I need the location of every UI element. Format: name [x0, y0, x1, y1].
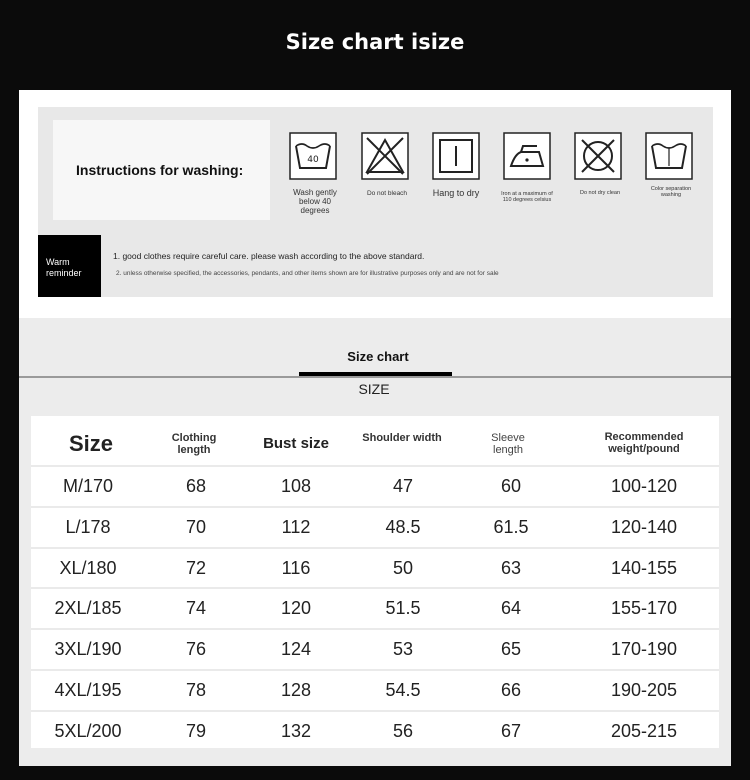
table-cell: 50 [392, 557, 414, 578]
row-divider [31, 628, 719, 630]
tab-size-chart: Size chart [347, 349, 409, 364]
row-divider [31, 587, 719, 589]
warm-reminder-label: Warm reminder [46, 257, 82, 278]
table-cell: 4XL/195 [54, 680, 122, 700]
table-cell: 47 [392, 476, 414, 496]
page-title: Size chart isize [285, 30, 465, 54]
warm-reminder-badge [38, 235, 101, 297]
table-cell: 61.5 [493, 516, 529, 537]
table-cell: 132 [280, 720, 312, 741]
table-cell: 5XL/200 [54, 720, 122, 741]
wash-40-icon [289, 132, 337, 180]
header-clothing-length: Clothing length [171, 432, 217, 456]
icon-label: Color separation washing [650, 186, 692, 199]
row-divider [31, 506, 719, 508]
header-shoulder-width: Shoulder width [362, 432, 442, 444]
table-cell: 124 [280, 639, 312, 660]
section-band [19, 318, 731, 376]
icon-label: Do not dry clean [579, 190, 621, 196]
table-cell: M/170 [62, 476, 114, 496]
table-cell: 100-120 [610, 476, 678, 496]
table-cell: 78 [185, 680, 207, 700]
table-cell: 72 [185, 557, 207, 578]
row-divider [31, 669, 719, 671]
table-cell: 120 [280, 598, 312, 619]
table-cell: 53 [392, 639, 414, 660]
icon-label: Wash gently below 40 degrees [293, 188, 337, 216]
header-size: Size [68, 431, 114, 456]
table-cell: 128 [280, 680, 312, 700]
table-cell: 79 [185, 720, 207, 741]
table-cell: 76 [185, 639, 207, 660]
table-cell: 63 [500, 557, 522, 578]
table-cell: 56 [392, 720, 414, 741]
table-cell: 51.5 [385, 598, 421, 619]
table-cell: 68 [185, 476, 207, 496]
size-subheading: SIZE [358, 381, 390, 397]
table-cell: L/178 [65, 516, 111, 537]
table-cell: 48.5 [385, 516, 421, 537]
reminder-note-1: 1. good clothes require careful care. please wash according to the above standard. [113, 251, 425, 261]
icon-label: Hang to dry [432, 188, 480, 198]
table-cell: 120-140 [610, 516, 678, 537]
table-cell: 66 [500, 680, 522, 700]
wash-temp-text: 40 [307, 155, 319, 165]
row-divider [31, 710, 719, 712]
iron-icon [503, 132, 551, 180]
row-divider [31, 547, 719, 549]
table-cell: 108 [280, 476, 312, 496]
table-cell: XL/180 [59, 557, 117, 578]
hang-to-dry-icon [432, 132, 480, 180]
table-cell: 190-205 [610, 680, 678, 700]
washing-heading: Instructions for washing: [76, 162, 244, 178]
table-cell: 155-170 [610, 598, 678, 619]
icon-label: Do not bleach [366, 190, 408, 197]
table-cell: 205-215 [610, 720, 678, 741]
table-cell: 170-190 [610, 639, 678, 660]
header-bust-size: Bust size [263, 435, 329, 452]
table-cell: 112 [281, 516, 311, 537]
icon-label: Iron at a maximum of 110 degrees celsius [501, 191, 553, 204]
table-cell: 67 [500, 720, 522, 741]
table-cell: 3XL/190 [54, 639, 122, 660]
do-not-dry-clean-icon [574, 132, 622, 180]
row-divider [31, 465, 719, 467]
table-cell: 2XL/185 [54, 598, 122, 619]
reminder-note-2: 2. unless otherwise specified, the accessories, pendants, and other items shown are for illustrative purposes only and are not for sale [116, 270, 499, 277]
table-cell: 54.5 [385, 680, 421, 700]
do-not-bleach-icon [361, 132, 409, 180]
table-cell: 60 [500, 476, 522, 496]
table-cell: 64 [500, 598, 522, 619]
header-sleeve-length: Sleeve length [491, 432, 525, 456]
color-separation-wash-icon [645, 132, 693, 180]
table-cell: 65 [500, 639, 522, 660]
table-cell: 74 [185, 598, 207, 619]
table-cell: 70 [185, 516, 207, 537]
header-recommended-weight: Recommended weight/pound [604, 431, 684, 455]
table-cell: 116 [281, 557, 311, 578]
table-cell: 140-155 [610, 557, 678, 578]
